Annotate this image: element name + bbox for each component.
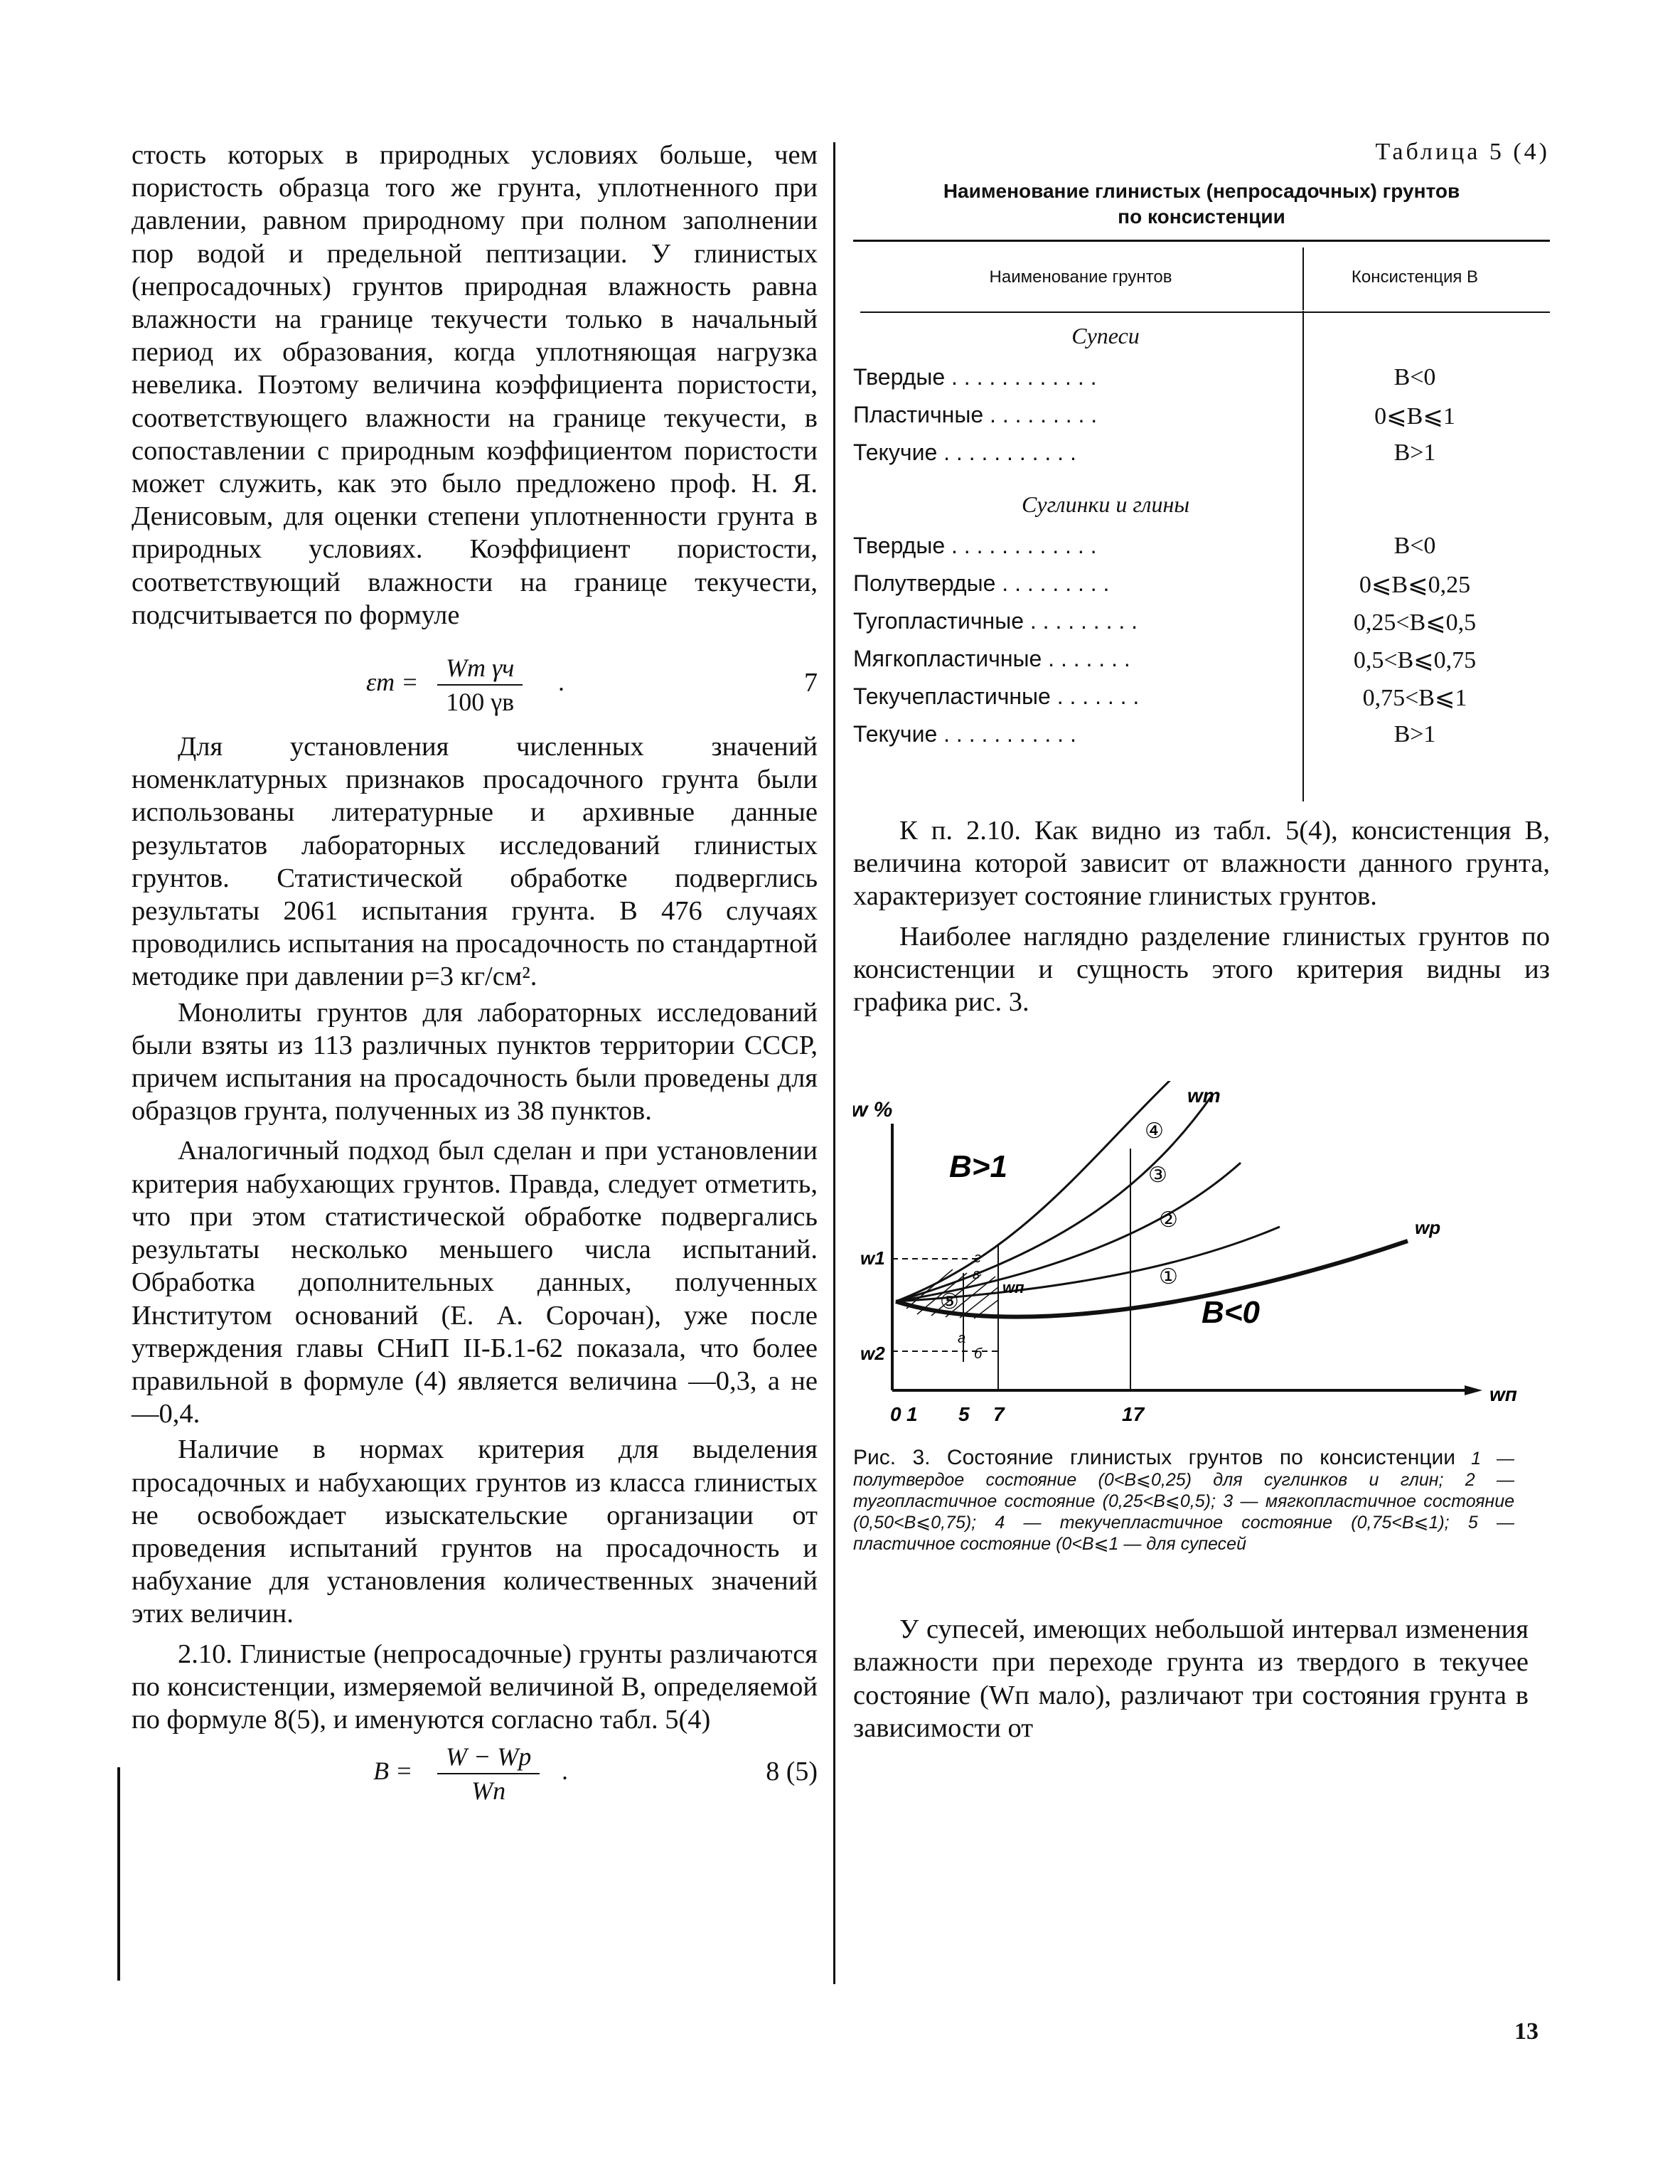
zone-4: ④: [1145, 1119, 1164, 1144]
table-row: [853, 396, 1550, 434]
wt-label: wт: [1187, 1085, 1221, 1107]
formula-8: [132, 1740, 818, 1808]
paragraph: стость которых в природных условиях больше, чем пористость образца того же грунта, уплотненного при давлении, равном природному при полном заполнении пор водой и предельной пептизации. У глинистых (непросадочных) грунтов природная влажность равна влажности на границе текучести только в начальный период их образования, когда уплотняющая нагрузка невелика. Поэтому величина коэффициента пористости, соответствующего влажности на границе текучести, в сопоставлении с природным коэффициентом пористости может служить, как это было предложено проф. Н. Я. Денисовым, для оценки степени уплотненности грунта в природных условиях. Коэффициент пористости, соответствующий влажности на границе текучести, подсчитывается по формуле: [132, 140, 818, 630]
y-axis-label: w %: [853, 1098, 893, 1122]
column-header-value: Консистенция B: [1351, 267, 1479, 287]
left-column: [132, 139, 818, 1808]
soil-name: Тугопластичные . . . . . . . . .: [853, 608, 1138, 634]
zone-2: ②: [1159, 1208, 1178, 1232]
w1-label: w1: [860, 1247, 885, 1269]
formula-fraction: [437, 653, 523, 717]
soil-name: Мягкопластичные . . . . . . .: [853, 646, 1130, 671]
table-group-2-rows: [853, 527, 1550, 753]
table-header: [853, 242, 1550, 311]
soil-name: Твердые . . . . . . . . . . . .: [853, 364, 1097, 390]
table-row: [853, 527, 1550, 565]
soil-name: Твердые . . . . . . . . . . . .: [853, 533, 1097, 558]
paragraph: У супесей, имеющих небольшой интервал изменения влажности при переходе грунта из твердого в текучее состояние (Wп мало), различают три состояния грунта в зависимости от: [853, 1614, 1529, 1743]
table-row: [853, 640, 1550, 678]
x-axis-label: wп: [1489, 1383, 1517, 1406]
soil-name: Полутвердые . . . . . . . . .: [853, 570, 1110, 596]
consistency-value: B<0: [1393, 533, 1436, 559]
figure-caption-title: Рис. 3. Состояние глинистых грунтов по консистенции: [853, 1446, 1456, 1470]
formula-numerator: W − Wр: [437, 1742, 540, 1774]
table-row: [853, 434, 1550, 472]
formula-numerator: Wт γч: [437, 653, 523, 686]
zone-3: ③: [1148, 1163, 1167, 1188]
page-number: 13: [1514, 2018, 1539, 2045]
formula-tail: .: [558, 668, 565, 697]
formula-lhs: εт =: [366, 668, 419, 697]
table-group-label: [853, 481, 1550, 527]
point-b: б: [974, 1346, 983, 1363]
paragraph: Монолиты грунтов для лабораторных исследований были взяты из 113 различных пунктов территории СССР, причем испытания на просадочность были проведены для образцов грунта, полученных из 38 пунктов.: [132, 997, 818, 1126]
point-a: а: [958, 1331, 966, 1347]
column-header-name: Наименование грунтов: [989, 267, 1172, 287]
paragraph: 2.10. Глинистые (непросадочные) грунты различаются по консистенции, измеряемой величиной B, определяемой по формуле 8(5), и именуются согласно табл. 5(4): [132, 1639, 818, 1735]
paragraph: Для установления численных значений номенклатурных признаков просадочного грунта были использованы литературные и архивные данные результатов лабораторных исследований глинистых грунтов. Статистической обработке подверглись результаты 2061 испытания грунта. В 476 случаях проводились испытания на просадочность по стандартной методике при давлении p=3 кг/см².: [132, 732, 818, 992]
table-row: [853, 565, 1550, 602]
zone-1: ①: [1159, 1265, 1178, 1289]
group-label-text: Суглинки и глины: [1022, 491, 1189, 517]
consistency-value: 0,75<B⩽1: [1362, 685, 1467, 711]
table-title-line1: Наименование глинистых (непросадочных) грунтов: [943, 180, 1460, 202]
tick-0: 0: [890, 1403, 901, 1426]
table-row: [853, 715, 1550, 753]
right-column: [853, 139, 1550, 1744]
figure-3: [853, 1081, 1550, 1607]
figure-caption-body: 1 — полутвердое состояние (0<B⩽0,25) для суглинков и глин; 2 — тугопластичное состояние (0,25<B⩽0,5); 3 — мягкопластичное состояние (0,50<B⩽0,75); 4 — текучепластичное состояние (0,75<B⩽1); 5 — пластичное состояние (0<B⩽1 — для супесей: [853, 1449, 1514, 1555]
tick-17: 17: [1122, 1403, 1145, 1426]
soil-name: Пластичные . . . . . . . . .: [853, 402, 1098, 427]
formula-fraction: [437, 1742, 540, 1806]
table-row: [853, 678, 1550, 715]
tick-1: 1: [906, 1403, 918, 1426]
tick-7: 7: [993, 1403, 1005, 1426]
consistency-value: B>1: [1393, 721, 1436, 747]
region-b-gt-1: B>1: [949, 1149, 1007, 1185]
wp-label: wр: [1415, 1217, 1441, 1239]
table-row: [853, 358, 1550, 396]
paragraph: Наиболее наглядно разделение глинистых грунтов по консистенции и сущность этого критерия видны из графика рис. 3.: [853, 921, 1550, 1018]
margin-change-bar: [117, 1767, 120, 1981]
consistency-value: 0⩽B⩽0,25: [1359, 572, 1471, 598]
tick-5: 5: [958, 1403, 970, 1426]
header-divider: [1302, 247, 1304, 310]
equation-number: 8 (5): [766, 1757, 818, 1787]
consistency-value: 0⩽B⩽1: [1374, 403, 1455, 430]
figure-caption: [853, 1447, 1514, 1555]
formula-7: [132, 646, 818, 717]
formula-denominator: Wп: [471, 1777, 506, 1806]
table-row: [853, 602, 1550, 640]
table-group-label: [853, 313, 1550, 358]
table-group-1-rows: [853, 358, 1550, 472]
table-caption: Таблица 5 (4): [1375, 139, 1550, 165]
soil-name: Текучепластичные . . . . . . .: [853, 683, 1140, 709]
wn-mark: wп: [1002, 1279, 1024, 1297]
zone-5: ⑤: [940, 1290, 959, 1314]
formula-lhs: B =: [373, 1757, 413, 1786]
point-g: г: [974, 1250, 981, 1267]
region-b-lt-0: B<0: [1202, 1295, 1260, 1331]
w2-label: w2: [860, 1343, 885, 1365]
column-divider: [833, 142, 835, 1984]
paragraph: Наличие в нормах критерия для выделения просадочных и набухающих грунтов из класса глинистых не освобождает изыскательские организации от проведения испытаний грунтов на просадочность и набухание для установления количественных значений этих величин.: [132, 1434, 818, 1629]
consistency-value: 0,25<B⩽0,5: [1353, 609, 1477, 636]
table-title-line2: по консистенции: [1118, 206, 1285, 228]
x-axis-arrow: [1465, 1385, 1482, 1395]
soil-name: Текучие . . . . . . . . . . .: [853, 721, 1076, 747]
point-v: в: [973, 1267, 980, 1283]
consistency-value: 0,5<B⩽0,75: [1353, 647, 1477, 673]
soil-name: Текучие . . . . . . . . . . .: [853, 440, 1076, 465]
equation-number: 7: [804, 668, 818, 698]
paragraph: К п. 2.10. Как видно из табл. 5(4), консистенция B, величина которой зависит от влажности данного грунта, характеризует состояние глинистых грунтов.: [853, 816, 1550, 912]
consistency-table: [853, 240, 1550, 753]
consistency-value: B<0: [1393, 364, 1436, 390]
paragraph: Аналогичный подход был сделан и при установлении критерия набухающих грунтов. Правда, следует отметить, что при этом статистической обработке подвергались результаты несколько меньшего числа испытаний. Обработка дополнительных данных, полученных Институтом оснований (Е. А. Сорочан), уже после утверждения главы СНиП II-Б.1-62 показала, что более правильной в формуле (4) является величина —0,3, а не —0,4.: [132, 1136, 818, 1429]
formula-denominator: 100 γв: [446, 688, 515, 717]
group-label-text: Супеси: [1071, 323, 1140, 348]
consistency-value: B>1: [1393, 440, 1436, 466]
formula-tail: .: [562, 1757, 568, 1786]
